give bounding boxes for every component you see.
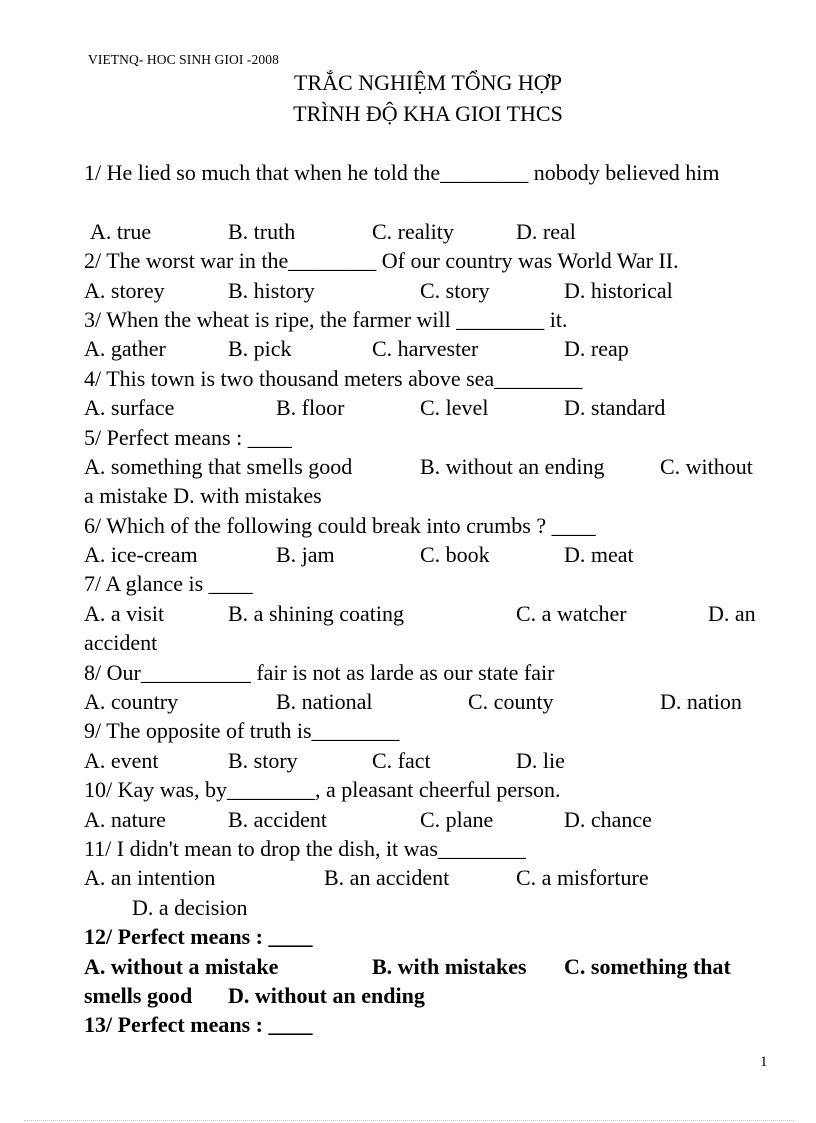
option-d: D. nation — [660, 689, 742, 715]
option-b: B. story — [228, 747, 298, 773]
option-a: A. gather — [84, 336, 166, 362]
option-d: D. a decision — [132, 894, 248, 920]
option-c: C. book — [420, 542, 490, 568]
options-5-row-2: a mistake D. with mistakes — [84, 483, 322, 509]
option-b: B. pick — [228, 336, 292, 362]
option-a: A. true — [90, 218, 152, 244]
option-a: A. ice-cream — [84, 542, 198, 568]
question-6: 6/ Which of the following could break into crumbs ? ____ — [84, 512, 596, 538]
option-d: D. standard — [564, 395, 666, 421]
options-6 — [84, 540, 774, 569]
option-d: D. chance — [564, 806, 652, 832]
option-d: D. real — [516, 218, 576, 244]
option-b: B. jam — [276, 542, 335, 568]
options-2 — [84, 276, 774, 305]
options-5-row-1 — [84, 452, 774, 481]
option-a: A. storey — [84, 277, 165, 303]
options-10 — [84, 805, 774, 834]
option-c: C. fact — [372, 747, 431, 773]
options-7-row-2: accident — [84, 630, 158, 656]
option-b: B. accident — [228, 806, 327, 832]
option-a: A. nature — [84, 806, 166, 832]
option-a: A. something that smells good — [84, 453, 353, 479]
question-11: 11/ I didn't mean to drop the dish, it was________ — [84, 836, 526, 861]
option-b: B. national — [276, 689, 373, 715]
page-number: 1 — [760, 1054, 768, 1070]
option-c: C. level — [420, 395, 489, 421]
option-d: D. an — [708, 600, 756, 626]
question-1: 1/ He lied so much that when he told the________ nobody believed him — [84, 160, 720, 185]
title-line-1: TRẮC NGHIỆM TỔNG HỢP — [294, 70, 562, 95]
question-9: 9/ The opposite of truth is________ — [84, 718, 400, 744]
question-13: 13/ Perfect means : ____ — [84, 1012, 313, 1038]
option-c: C. a watcher — [516, 600, 627, 626]
option-d: D. without an ending — [228, 982, 425, 1008]
options-12-row-2 — [84, 981, 774, 1010]
option-b: B. history — [228, 277, 315, 303]
question-12: 12/ Perfect means : ____ — [84, 924, 313, 950]
question-5: 5/ Perfect means : ____ — [84, 424, 292, 450]
option-c: C. a misforture — [516, 865, 649, 891]
options-11-row-2 — [84, 893, 774, 922]
option-c-continued: smells good — [84, 982, 193, 1008]
options-8 — [84, 687, 774, 716]
question-7: 7/ A glance is ____ — [84, 571, 253, 597]
option-d: D. reap — [564, 336, 629, 362]
option-b: B. floor — [276, 395, 345, 421]
options-1 — [84, 217, 774, 246]
option-a: A. country — [84, 689, 179, 715]
page-footer-divider — [24, 1120, 794, 1121]
question-list — [84, 158, 774, 1040]
option-a: A. event — [84, 747, 159, 773]
option-c: C. plane — [420, 806, 494, 832]
option-c: C. reality — [372, 218, 454, 244]
options-12-row-1 — [84, 952, 774, 981]
option-c: C. county — [468, 689, 554, 715]
option-b: B. with mistakes — [372, 953, 527, 979]
option-c: C. something that — [564, 953, 731, 979]
options-4 — [84, 393, 774, 422]
title-line-2: TRÌNH ĐỘ KHA GIOI THCS — [293, 101, 563, 126]
question-2: 2/ The worst war in the________ Of our country was World War II. — [84, 248, 679, 274]
question-8: 8/ Our__________ fair is not as larde as our state fair — [84, 659, 555, 685]
document-header: VIETNQ- HOC SINH GIOI -2008 — [88, 52, 279, 67]
option-d: D. historical — [564, 277, 673, 303]
question-10: 10/ Kay was, by________, a pleasant cheerful person. — [84, 777, 561, 803]
option-a: A. without a mistake — [84, 953, 279, 979]
options-9 — [84, 746, 774, 775]
option-b: B. truth — [228, 218, 296, 244]
option-b: B. an accident — [324, 865, 450, 891]
option-c: C. story — [420, 277, 490, 303]
option-c: C. without — [660, 453, 753, 479]
options-11-row-1 — [84, 863, 774, 892]
question-4: 4/ This town is two thousand meters above sea________ — [84, 365, 583, 391]
question-3: 3/ When the wheat is ripe, the farmer will ________ it. — [84, 306, 568, 332]
option-b: B. a shining coating — [228, 600, 404, 626]
option-a: A. an intention — [84, 865, 216, 891]
option-d: D. lie — [516, 747, 565, 773]
option-c: C. harvester — [372, 336, 479, 362]
option-d: D. meat — [564, 542, 634, 568]
option-b: B. without an ending — [420, 453, 605, 479]
options-7-row-1 — [84, 599, 774, 628]
option-a: A. a visit — [84, 600, 165, 626]
options-3 — [84, 334, 774, 363]
option-a: A. surface — [84, 395, 175, 421]
